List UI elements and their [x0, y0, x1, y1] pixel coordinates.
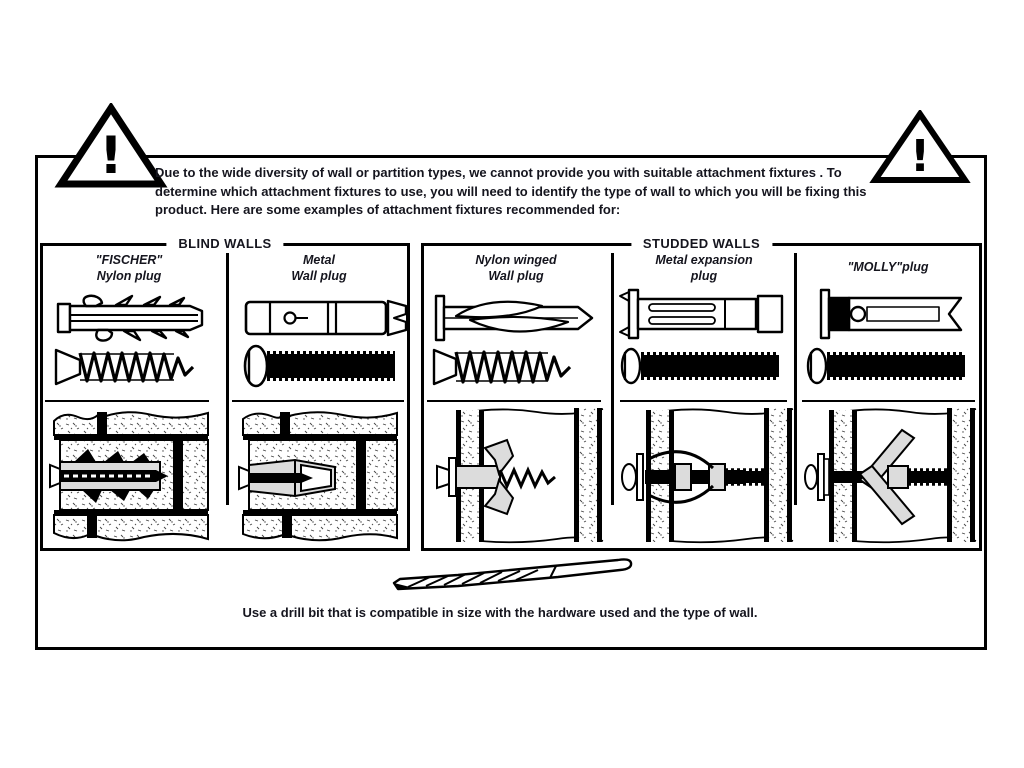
- warning-exclamation: !: [99, 126, 123, 186]
- column-divider: [226, 253, 229, 505]
- fischer-nylon-plug-and-screw-illustration: [52, 292, 217, 394]
- fixture-title-metal-expansion-plug: Metal expansion plug: [655, 253, 753, 283]
- expansion-plug-stud-wall-cross-section: [617, 402, 795, 548]
- winged-plug-stud-wall-cross-section: [427, 402, 605, 548]
- metal-expansion-plug-and-screw-illustration: [617, 286, 789, 396]
- metal-plug-wall-cross-section: [237, 405, 405, 547]
- molly-plug-stud-wall-cross-section: [800, 402, 978, 548]
- warning-triangle-icon: [52, 103, 170, 191]
- footer-instruction: Use a drill bit that is compatible in size with the hardware used and the type of wall.: [242, 605, 758, 620]
- drill-bit-illustration: [388, 553, 638, 597]
- metal-wall-plug-and-bolt-illustration: [240, 292, 410, 394]
- section-label-studded-walls: STUDDED WALLS: [631, 236, 772, 251]
- fixture-title-molly-plug: "MOLLY"plug: [847, 260, 929, 274]
- fixture-title-metal-wall-plug: Metal Wall plug: [291, 253, 347, 283]
- section-label-blind-walls: BLIND WALLS: [166, 236, 283, 251]
- molly-plug-and-screw-illustration: [803, 286, 975, 396]
- column-separator: [45, 400, 209, 402]
- fixture-title-nylon-winged-wall-plug: Nylon winged Wall plug: [475, 253, 557, 283]
- fixture-title-fischer-nylon-plug: "FISCHER" Nylon plug: [95, 253, 163, 283]
- nylon-winged-plug-and-screw-illustration: [430, 290, 602, 396]
- fischer-plug-wall-cross-section: [48, 405, 216, 547]
- intro-text: Due to the wide diversity of wall or partition types, we cannot provide you with suitable attachment fixtures . To determine which attachment fixtures to use, you will need to identify the type of wall to which you will be fixing this product. Here are some examples of attachment fixtures recommended for:: [155, 165, 867, 217]
- column-separator: [232, 400, 404, 402]
- warning-exclamation: !: [909, 131, 931, 182]
- column-divider: [611, 253, 614, 505]
